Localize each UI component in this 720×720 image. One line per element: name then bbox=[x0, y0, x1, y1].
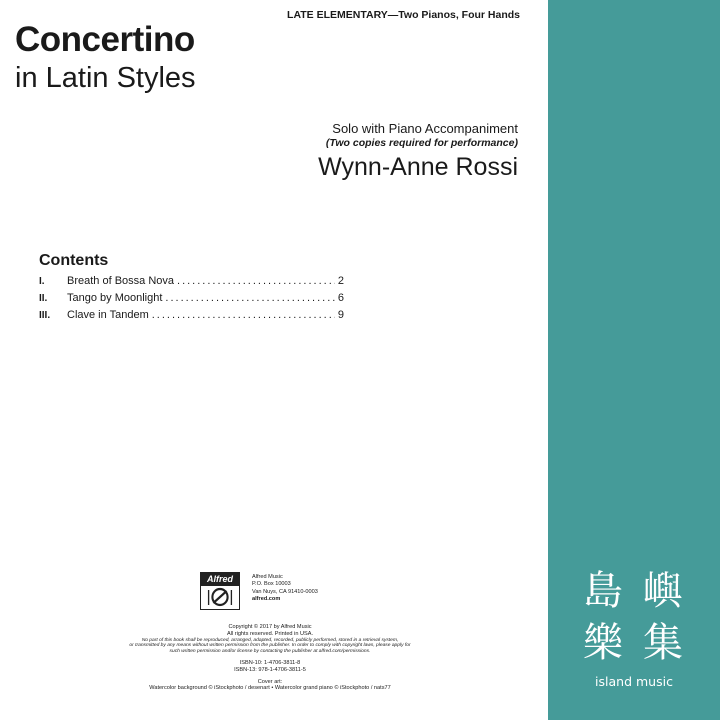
publisher-website: alfred.com bbox=[252, 596, 281, 603]
cover-art-credit: Watercolor background © iStockphoto / desenart • Watercolor grand piano © iStockphoto / nats77 bbox=[149, 685, 391, 692]
brand-character: 嶼 bbox=[643, 568, 683, 614]
legal-notice-line: or transmitted by any means without written permission from the publisher. In order to comply with copyright laws, please apply for bbox=[129, 643, 411, 649]
cover-art-heading: Cover art: bbox=[257, 678, 283, 685]
legal-notice-line: such written permission and/or license by contacting the publisher at alfred.com/permissions. bbox=[169, 649, 371, 655]
publisher-name: Alfred Music bbox=[252, 574, 283, 580]
alfred-logo bbox=[200, 572, 240, 610]
toc-item-number: III. bbox=[39, 310, 51, 321]
legal-block bbox=[70, 624, 470, 692]
brand-character: 集 bbox=[643, 620, 683, 666]
toc-item-number: II. bbox=[39, 293, 48, 304]
brand-character: 島 bbox=[583, 568, 623, 614]
copyright-line: Copyright © 2017 by Alfred Music bbox=[228, 624, 312, 630]
toc-leader-dots bbox=[152, 309, 335, 321]
island-music-logo bbox=[578, 566, 690, 696]
alfred-logo-wordmark: Alfred bbox=[201, 573, 239, 586]
toc-item bbox=[39, 292, 344, 309]
table-of-contents bbox=[39, 275, 344, 326]
toc-item-title: Clave in Tandem bbox=[67, 309, 149, 321]
isbn-13: ISBN-13: 978-1-4706-3811-5 bbox=[234, 666, 306, 673]
alfred-logo-icon bbox=[201, 586, 239, 608]
toc-item-number: I. bbox=[39, 276, 45, 287]
publisher-po-box: P.O. Box 10003 bbox=[252, 581, 291, 588]
composer-name: Wynn-Anne Rossi bbox=[318, 153, 518, 181]
publisher-address bbox=[252, 574, 318, 604]
publisher-city: Van Nuys, CA 91410-0003 bbox=[252, 588, 318, 595]
rights-line: All rights reserved. Printed in USA. bbox=[226, 630, 314, 637]
toc-leader-dots bbox=[177, 275, 335, 287]
instrumentation-line: Solo with Piano Accompaniment bbox=[332, 121, 518, 136]
toc-item-page: 2 bbox=[337, 275, 344, 287]
toc-item-title: Breath of Bossa Nova bbox=[67, 275, 175, 287]
toc-item bbox=[39, 309, 344, 326]
legal-notice-line: No part of this book shall be reproduced, arranged, adapted, recorded, publicly performed, stored in a retrieval system, bbox=[141, 637, 399, 643]
isbn-10: ISBN-10: 1-4706-3811-8 bbox=[239, 659, 301, 666]
copies-note: (Two copies required for performance) bbox=[325, 137, 518, 149]
contents-heading: Contents bbox=[39, 252, 109, 269]
toc-leader-dots bbox=[165, 292, 334, 304]
toc-item-page: 9 bbox=[337, 309, 344, 321]
toc-item-title: Tango by Moonlight bbox=[67, 292, 163, 304]
toc-item-page: 6 bbox=[337, 292, 344, 304]
page-subtitle: in Latin Styles bbox=[15, 62, 196, 94]
difficulty-level: LATE ELEMENTARY—Two Pianos, Four Hands bbox=[287, 9, 520, 21]
brand-character: 樂 bbox=[583, 620, 623, 666]
toc-item bbox=[39, 275, 344, 292]
brand-english-name: island music bbox=[595, 674, 673, 689]
page-title: Concertino bbox=[15, 20, 195, 59]
